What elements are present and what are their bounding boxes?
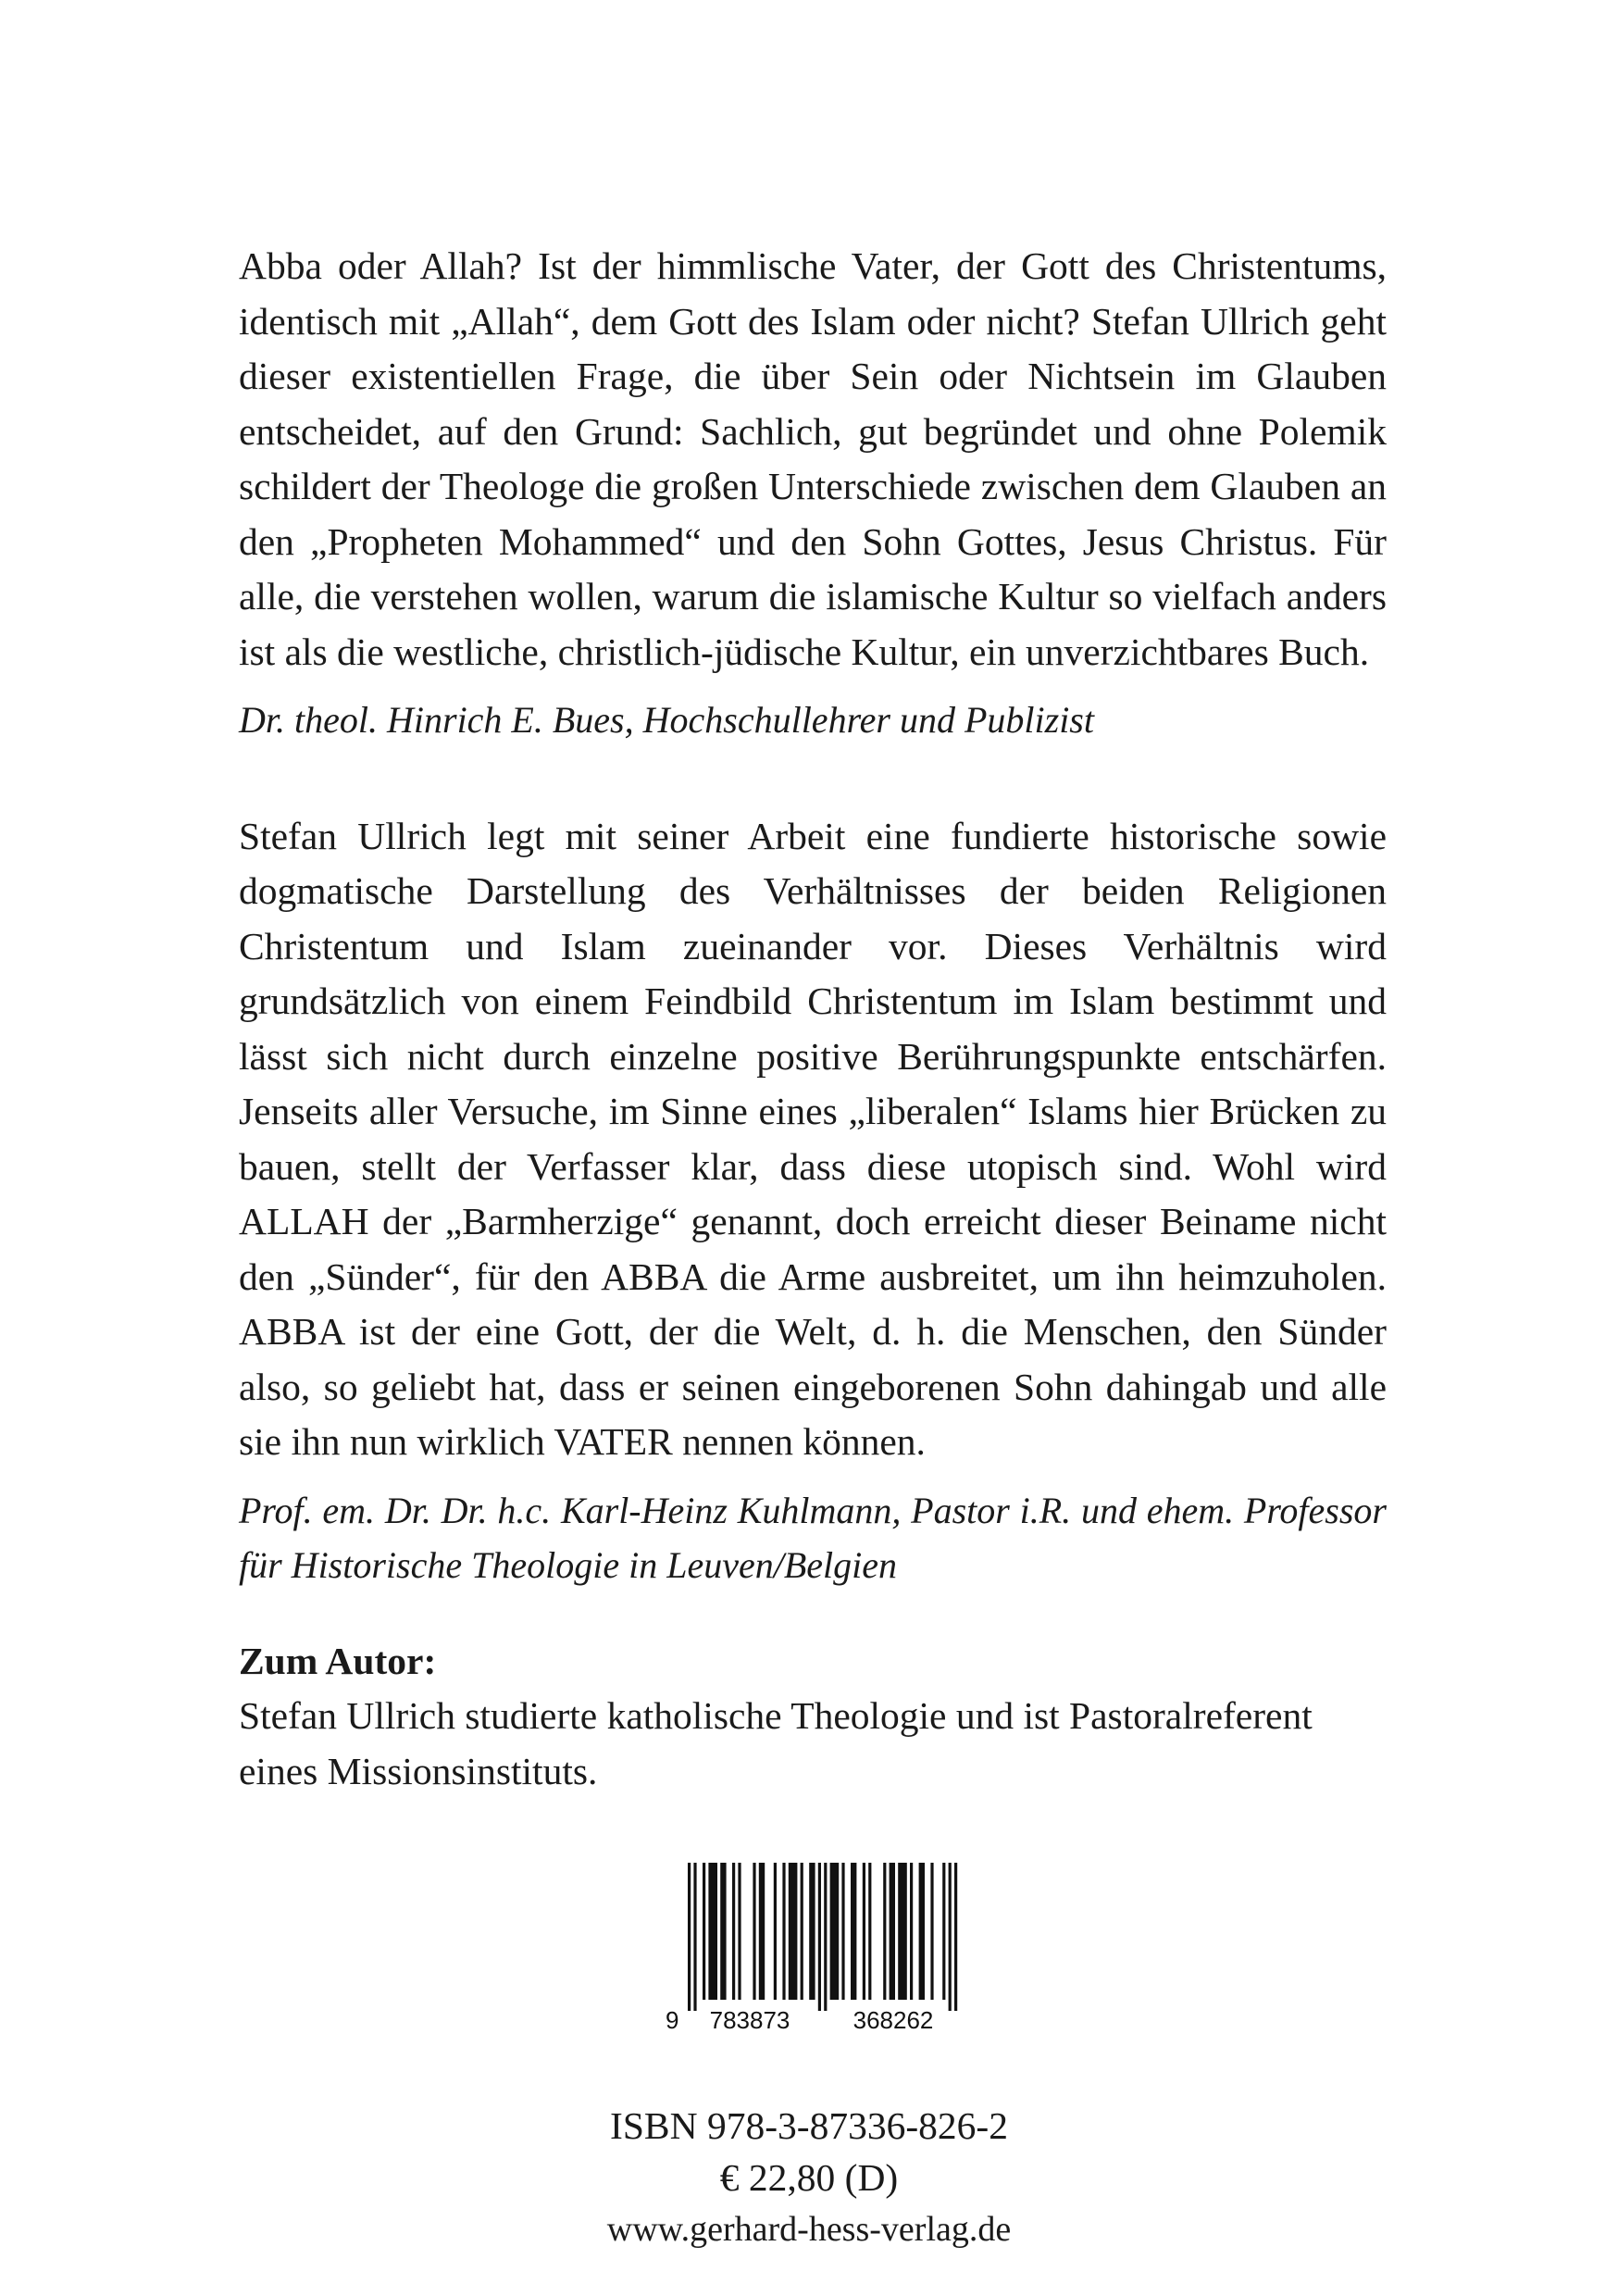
blurb-2-text: Stefan Ullrich legt mit seiner Arbeit eine fundierte historische sowie dogmatische Darstellung des Verhältnisses der beiden Religionen Christentum und Islam zueinander vor. Dieses Verhältnis wird grundsätzlich von einem Feindbild Christentum im Islam bestimmt und lässt sich nicht durch einzelne positive Berührungspunkte entschärfen. Jenseits aller Versuche, im Sinne eines „liberalen“ Islams hier Brücken zu bauen, stellt der Verfasser klar, dass diese utopisch sind. Wohl wird ALLAH der „Barmherzige“ genannt, doch erreicht dieser Beiname nicht den „Sünder“, für den ABBA die Arme ausbreitet, um ihn heimzuholen. ABBA ist der eine Gott, der die Welt, d. h. die Menschen, den Sünder also, so geliebt hat, dass er seinen eingeborenen Sohn dahingab und alle sie ihn nun wirklich VATER nennen können. xyxy=(239,814,1387,1463)
barcode-bar xyxy=(883,1863,886,2000)
barcode-bar xyxy=(830,1863,840,2000)
author-heading: Zum Autor: xyxy=(239,1639,437,1682)
blurb-column xyxy=(239,239,1387,1799)
barcode-bar xyxy=(708,1863,717,2000)
barcode-bar xyxy=(720,1863,726,2000)
barcode-bar xyxy=(774,1863,777,2000)
barcode-bar xyxy=(898,1863,907,2000)
barcode-bar xyxy=(759,1863,765,2000)
blurb-1-text: Abba oder Allah? Ist der himmlische Vater, der Gott des Christentums, identisch mit „Allah“, dem Gott des Islam oder nicht? Stefan Ullrich geht dieser existentiellen Frage, die über Sein oder Nichtsein im Glauben entscheidet, auf den Grund: Sachlich, gut begründet und ohne Polemik schildert der Theologe die großen Unterschiede zwischen dem Glauben an den „Propheten Mohammed“ und den Sohn Gottes, Jesus Christus. Für alle, die verstehen wollen, warum die islamische Kultur so vielfach anders ist als die westliche, christlich-jüdische Kultur, ein unverzichtbares Buch. xyxy=(239,244,1387,673)
barcode-digits-left: 783873 xyxy=(709,2006,790,2034)
publisher-website: www.gerhard-hess-verlag.de xyxy=(606,2210,1012,2249)
barcode-bar xyxy=(818,1863,821,2011)
barcode-bar xyxy=(738,1863,741,2000)
author-bio: Stefan Ullrich studierte katholische Theologie und ist Pastoralreferent eines Missionsinstituts. xyxy=(239,1694,1313,1792)
barcode-bar xyxy=(930,1863,933,2000)
barcode-bar xyxy=(693,1863,696,2011)
barcode-bar xyxy=(942,1863,945,2000)
blurb-1-attribution: Dr. theol. Hinrich E. Bues, Hochschullehrer und Publizist xyxy=(239,699,1094,741)
barcode-bar xyxy=(868,1863,871,2000)
barcode-bar xyxy=(789,1863,798,2000)
barcode-digits-right: 368262 xyxy=(853,2006,934,2034)
barcode-bar xyxy=(824,1863,827,2011)
barcode-digit-first: 9 xyxy=(666,2006,679,2034)
barcode-graphic xyxy=(662,1861,981,2037)
price: € 22,80 (D) xyxy=(719,2156,899,2199)
barcode-bar xyxy=(954,1863,957,2011)
barcode-bar xyxy=(949,1863,952,2011)
section-spacer xyxy=(239,1593,1387,1634)
blurb-2-attribution: Prof. em. Dr. Dr. h.c. Karl-Heinz Kuhlmann, Pastor i.R. und ehem. Professor für Historische Theologie in Leuven/Belgien xyxy=(239,1489,1387,1586)
isbn-number: ISBN 978-3-87336-826-2 xyxy=(610,2104,1008,2147)
barcode-bar xyxy=(782,1863,785,2000)
barcode-bar xyxy=(910,1863,913,2000)
barcode-bar xyxy=(863,1863,865,2000)
barcode-bar xyxy=(890,1863,895,2000)
barcode-bar xyxy=(732,1863,735,2000)
barcode-bar xyxy=(753,1863,755,2000)
isbn-barcode xyxy=(662,1861,981,2037)
barcode-bar xyxy=(919,1863,925,2000)
barcode-bar xyxy=(703,1863,705,2000)
barcode-bar xyxy=(851,1863,856,2000)
barcode-bar xyxy=(801,1863,803,2000)
section-spacer xyxy=(239,748,1387,809)
barcode-bar xyxy=(688,1863,691,2011)
barcode-bar xyxy=(841,1863,844,2000)
barcode-bar xyxy=(809,1863,815,2000)
